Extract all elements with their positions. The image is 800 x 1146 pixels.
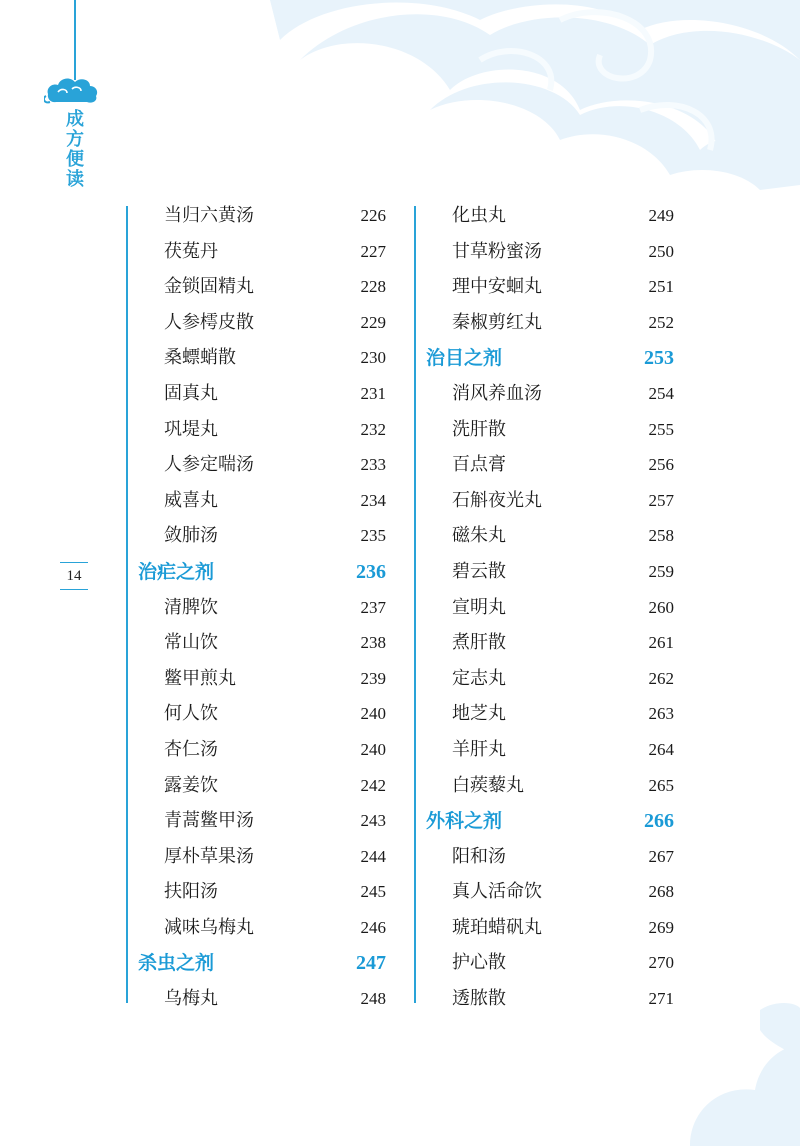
hanging-line xyxy=(74,0,76,80)
entry-page-number: 243 xyxy=(360,811,386,831)
entry-page-number: 234 xyxy=(360,490,386,510)
entry-name: 白蒺藜丸 xyxy=(452,774,524,796)
section-title: 治疟之剂 xyxy=(138,560,215,583)
entry-name: 乌梅丸 xyxy=(164,988,218,1010)
toc-entry[interactable] xyxy=(146,839,386,875)
entry-page-number: 268 xyxy=(648,882,674,902)
entry-page-number: 238 xyxy=(360,633,386,653)
entry-name: 茯菟丹 xyxy=(164,240,218,262)
toc-entry[interactable] xyxy=(434,874,674,910)
entry-page-number: 235 xyxy=(360,526,386,546)
entry-name: 鳖甲煎丸 xyxy=(164,667,236,689)
entry-name: 巩堤丸 xyxy=(164,418,218,440)
toc-entry[interactable] xyxy=(434,590,674,626)
toc-entry[interactable] xyxy=(434,234,674,270)
entry-page-number: 239 xyxy=(360,668,386,688)
entry-name: 何人饮 xyxy=(164,703,218,725)
toc-entry[interactable] xyxy=(434,412,674,448)
entry-name: 人参定喘汤 xyxy=(164,454,254,476)
entry-name: 碧云散 xyxy=(452,560,506,582)
entry-name: 磁朱丸 xyxy=(452,525,506,547)
entry-page-number: 230 xyxy=(360,348,386,368)
cloud-icon xyxy=(44,74,100,106)
toc-entry[interactable] xyxy=(146,661,386,697)
toc-section-heading[interactable] xyxy=(138,554,386,590)
entry-page-number: 250 xyxy=(648,241,674,261)
toc-right-column xyxy=(426,198,674,1017)
toc-entry[interactable] xyxy=(146,874,386,910)
entry-name: 透脓散 xyxy=(452,988,506,1010)
entry-name: 琥珀蜡矾丸 xyxy=(452,916,542,938)
entry-page-number: 260 xyxy=(648,597,674,617)
toc-entry[interactable] xyxy=(146,447,386,483)
entry-name: 露姜饮 xyxy=(164,774,218,796)
toc-entry[interactable] xyxy=(146,518,386,554)
entry-name: 清脾饮 xyxy=(164,596,218,618)
toc-entry[interactable] xyxy=(434,696,674,732)
entry-page-number: 255 xyxy=(648,419,674,439)
entry-page-number: 252 xyxy=(648,312,674,332)
entry-name: 敛肺汤 xyxy=(164,525,218,547)
entry-name: 石斛夜光丸 xyxy=(452,489,542,511)
toc-entry[interactable] xyxy=(146,981,386,1017)
entry-name: 百点膏 xyxy=(452,454,506,476)
toc-entry[interactable] xyxy=(434,447,674,483)
section-page-number: 266 xyxy=(644,810,674,833)
toc-entry[interactable] xyxy=(146,732,386,768)
toc-entry[interactable] xyxy=(146,590,386,626)
section-title: 杀虫之剂 xyxy=(138,952,215,975)
toc-entry[interactable] xyxy=(434,768,674,804)
entry-name: 秦椒剪红丸 xyxy=(452,311,542,333)
entry-name: 阳和汤 xyxy=(452,845,506,867)
left-column-rule xyxy=(126,206,128,1003)
entry-page-number: 226 xyxy=(360,206,386,225)
toc-left-column xyxy=(138,198,386,1017)
toc-entry[interactable] xyxy=(434,839,674,875)
entry-page-number: 263 xyxy=(648,704,674,724)
entry-name: 威喜丸 xyxy=(164,489,218,511)
entry-page-number: 264 xyxy=(648,739,674,759)
entry-page-number: 261 xyxy=(648,633,674,653)
toc-entry[interactable] xyxy=(146,412,386,448)
entry-page-number: 240 xyxy=(360,739,386,759)
entry-name: 减味乌梅丸 xyxy=(164,916,254,938)
entry-page-number: 248 xyxy=(360,989,386,1009)
section-title: 治目之剂 xyxy=(426,347,503,370)
toc-entry[interactable] xyxy=(434,305,674,341)
entry-page-number: 267 xyxy=(648,846,674,866)
entry-page-number: 240 xyxy=(360,704,386,724)
entry-page-number: 259 xyxy=(648,561,674,581)
entry-name: 煮肝散 xyxy=(452,632,506,654)
toc-entry[interactable] xyxy=(146,269,386,305)
toc-entry[interactable] xyxy=(434,732,674,768)
entry-page-number: 242 xyxy=(360,775,386,795)
section-title: 外科之剂 xyxy=(426,810,503,833)
entry-page-number: 256 xyxy=(648,455,674,475)
entry-page-number: 251 xyxy=(648,277,674,297)
entry-page-number: 258 xyxy=(648,526,674,546)
toc-entry[interactable] xyxy=(146,198,386,234)
entry-page-number: 233 xyxy=(360,455,386,475)
toc-entry[interactable] xyxy=(434,625,674,661)
toc-entry[interactable] xyxy=(146,625,386,661)
toc-entry[interactable] xyxy=(434,945,674,981)
entry-page-number: 249 xyxy=(648,206,674,225)
section-page-number: 247 xyxy=(356,952,386,975)
page-number: 14 xyxy=(66,568,82,584)
section-page-number: 253 xyxy=(644,347,674,370)
entry-name: 当归六黄汤 xyxy=(164,205,254,226)
toc-section-heading[interactable] xyxy=(426,803,674,839)
toc-entry[interactable] xyxy=(146,376,386,412)
toc-entry[interactable] xyxy=(146,910,386,946)
toc-entry[interactable] xyxy=(146,340,386,376)
toc-entry[interactable] xyxy=(434,910,674,946)
toc-entry[interactable] xyxy=(434,198,674,234)
toc-entry[interactable] xyxy=(434,269,674,305)
toc-section-heading[interactable] xyxy=(426,340,674,376)
toc-entry[interactable] xyxy=(434,483,674,519)
entry-page-number: 269 xyxy=(648,917,674,937)
entry-name: 金锁固精丸 xyxy=(164,276,254,298)
toc-entry[interactable] xyxy=(146,768,386,804)
entry-page-number: 232 xyxy=(360,419,386,439)
entry-page-number: 231 xyxy=(360,383,386,403)
entry-page-number: 245 xyxy=(360,882,386,902)
entry-name: 扶阳汤 xyxy=(164,881,218,903)
entry-name: 洗肝散 xyxy=(452,418,506,440)
toc-entry[interactable] xyxy=(434,518,674,554)
entry-page-number: 265 xyxy=(648,775,674,795)
entry-name: 消风养血汤 xyxy=(452,382,542,404)
entry-name: 定志丸 xyxy=(452,667,506,689)
entry-name: 杏仁汤 xyxy=(164,738,218,760)
entry-page-number: 270 xyxy=(648,953,674,973)
entry-name: 羊肝丸 xyxy=(452,738,506,760)
toc-entry[interactable] xyxy=(146,234,386,270)
entry-name: 固真丸 xyxy=(164,382,218,404)
entry-page-number: 262 xyxy=(648,668,674,688)
entry-name: 常山饮 xyxy=(164,632,218,654)
entry-name: 真人活命饮 xyxy=(452,881,542,903)
entry-page-number: 244 xyxy=(360,846,386,866)
entry-page-number: 271 xyxy=(648,989,674,1009)
entry-name: 人参樗皮散 xyxy=(164,311,254,333)
entry-page-number: 229 xyxy=(360,312,386,332)
toc-entry[interactable] xyxy=(434,981,674,1017)
entry-page-number: 228 xyxy=(360,277,386,297)
toc-entry[interactable] xyxy=(146,305,386,341)
entry-page-number: 237 xyxy=(360,597,386,617)
toc-entry[interactable] xyxy=(434,554,674,590)
entry-name: 桑螵蛸散 xyxy=(164,347,236,369)
entry-page-number: 257 xyxy=(648,490,674,510)
toc-entry[interactable] xyxy=(434,661,674,697)
entry-name: 地芝丸 xyxy=(452,703,506,725)
entry-name: 青蒿鳖甲汤 xyxy=(164,810,254,832)
toc-entry[interactable] xyxy=(146,803,386,839)
entry-name: 甘草粉蜜汤 xyxy=(452,240,542,262)
entry-name: 理中安蛔丸 xyxy=(452,276,542,298)
entry-page-number: 254 xyxy=(648,383,674,403)
entry-name: 化虫丸 xyxy=(452,205,506,226)
toc-section-heading[interactable] xyxy=(138,945,386,981)
cloud-decoration-top xyxy=(0,0,800,220)
entry-name: 厚朴草果汤 xyxy=(164,845,254,867)
toc-entry[interactable] xyxy=(434,376,674,412)
toc-entry[interactable] xyxy=(146,696,386,732)
toc-entry[interactable] xyxy=(146,483,386,519)
entry-name: 护心散 xyxy=(452,952,506,974)
page-number-box xyxy=(60,562,88,590)
entry-page-number: 246 xyxy=(360,917,386,937)
section-page-number: 236 xyxy=(356,560,386,583)
right-column-rule xyxy=(414,206,416,1003)
book-title-vertical: 成方便读 xyxy=(66,109,84,190)
entry-page-number: 227 xyxy=(360,241,386,261)
entry-name: 宣明丸 xyxy=(452,596,506,618)
